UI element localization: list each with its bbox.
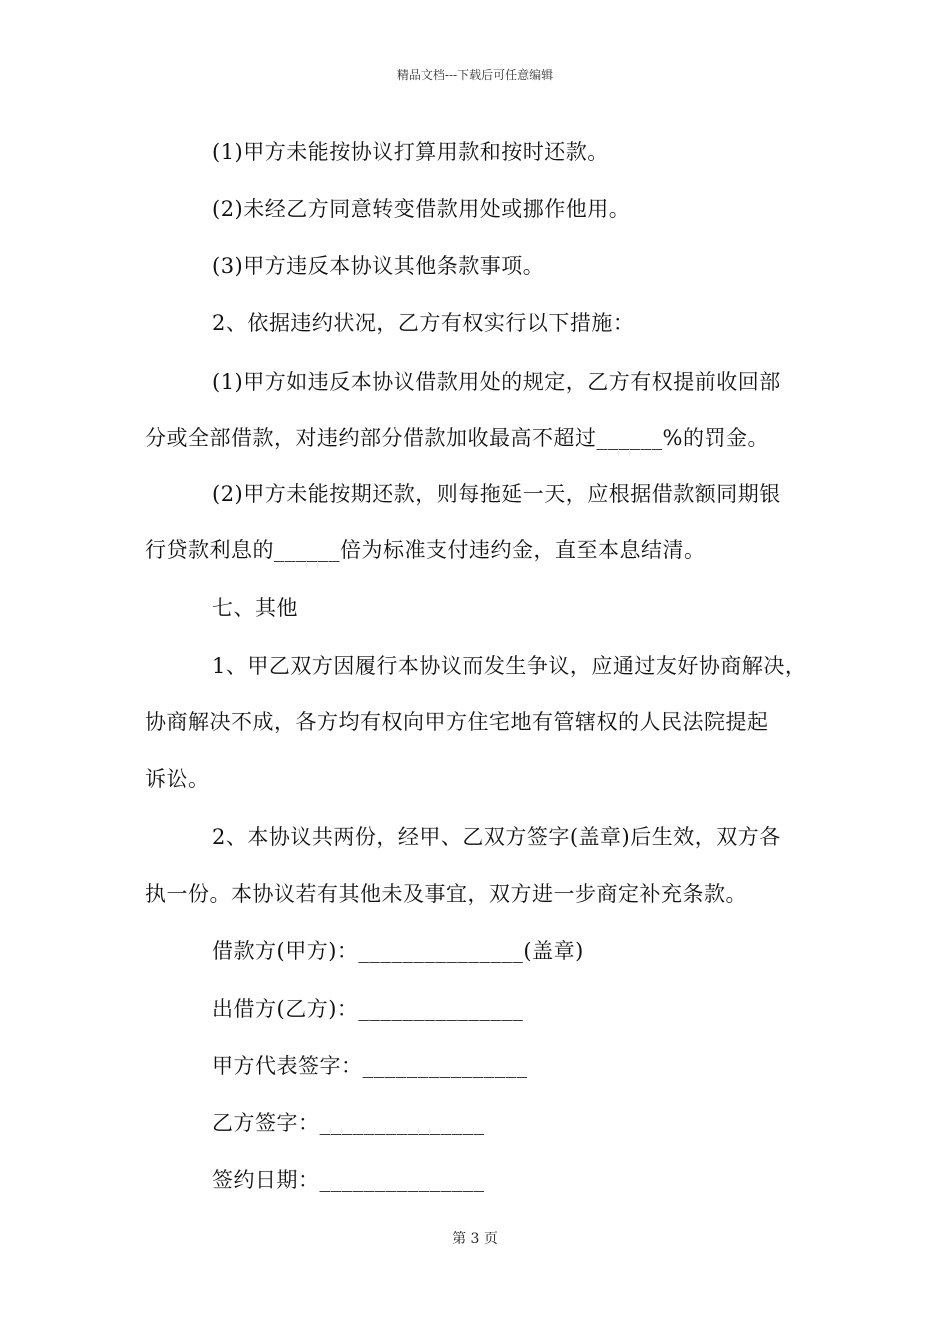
clause-7-2-line1: 2、本协议共两份，经甲、乙双方签字(盖章)后生效，双方各: [212, 825, 781, 849]
clause-7-1-line3: 诉讼。: [145, 767, 210, 791]
clause-2-1-line1: (1)甲方如违反本协议借款用处的规定，乙方有权提前收回部: [212, 370, 781, 394]
section-7-heading: 七、其他: [212, 596, 298, 620]
party-a-rep-signature-line: 甲方代表签字：_______________: [212, 1054, 528, 1078]
clause-1-1: (1)甲方未能按协议打算用款和按时还款。: [212, 140, 609, 164]
clause-2-2-line2: 行贷款利息的______倍为标准支付违约金，直至本息结清。: [145, 538, 706, 562]
borrower-signature-line: 借款方(甲方)：_______________(盖章): [212, 939, 584, 963]
clause-7-1-line1: 1、甲乙双方因履行本协议而发生争议，应通过友好协商解决，: [212, 654, 807, 678]
clause-7-2-line2: 执一份。本协议若有其他未及事宜，双方进一步商定补充条款。: [145, 882, 747, 906]
signing-date-line: 签约日期：_______________: [212, 1168, 485, 1192]
clause-2-heading: 2、依据违约状况，乙方有权实行以下措施：: [212, 311, 635, 335]
clause-2-1-line2: 分或全部借款，对违约部分借款加收最高不超过______%的罚金。: [145, 426, 769, 450]
clause-1-3: (3)甲方违反本协议其他条款事项。: [212, 254, 545, 278]
clause-1-2: (2)未经乙方同意转变借款用处或挪作他用。: [212, 197, 631, 221]
clause-7-1-line2: 协商解决不成，各方均有权向甲方住宅地有管辖权的人民法院提起: [145, 710, 769, 734]
party-b-signature-line: 乙方签字：_______________: [212, 1111, 485, 1135]
page-number: 第 3 页: [452, 1231, 498, 1247]
clause-2-2-line1: (2)甲方未能按期还款，则每拖延一天，应根据借款额同期银: [212, 482, 781, 506]
page-header: 精品文档---下载后可任意编辑: [396, 68, 554, 82]
lender-signature-line: 出借方(乙方)：_______________: [212, 997, 524, 1021]
